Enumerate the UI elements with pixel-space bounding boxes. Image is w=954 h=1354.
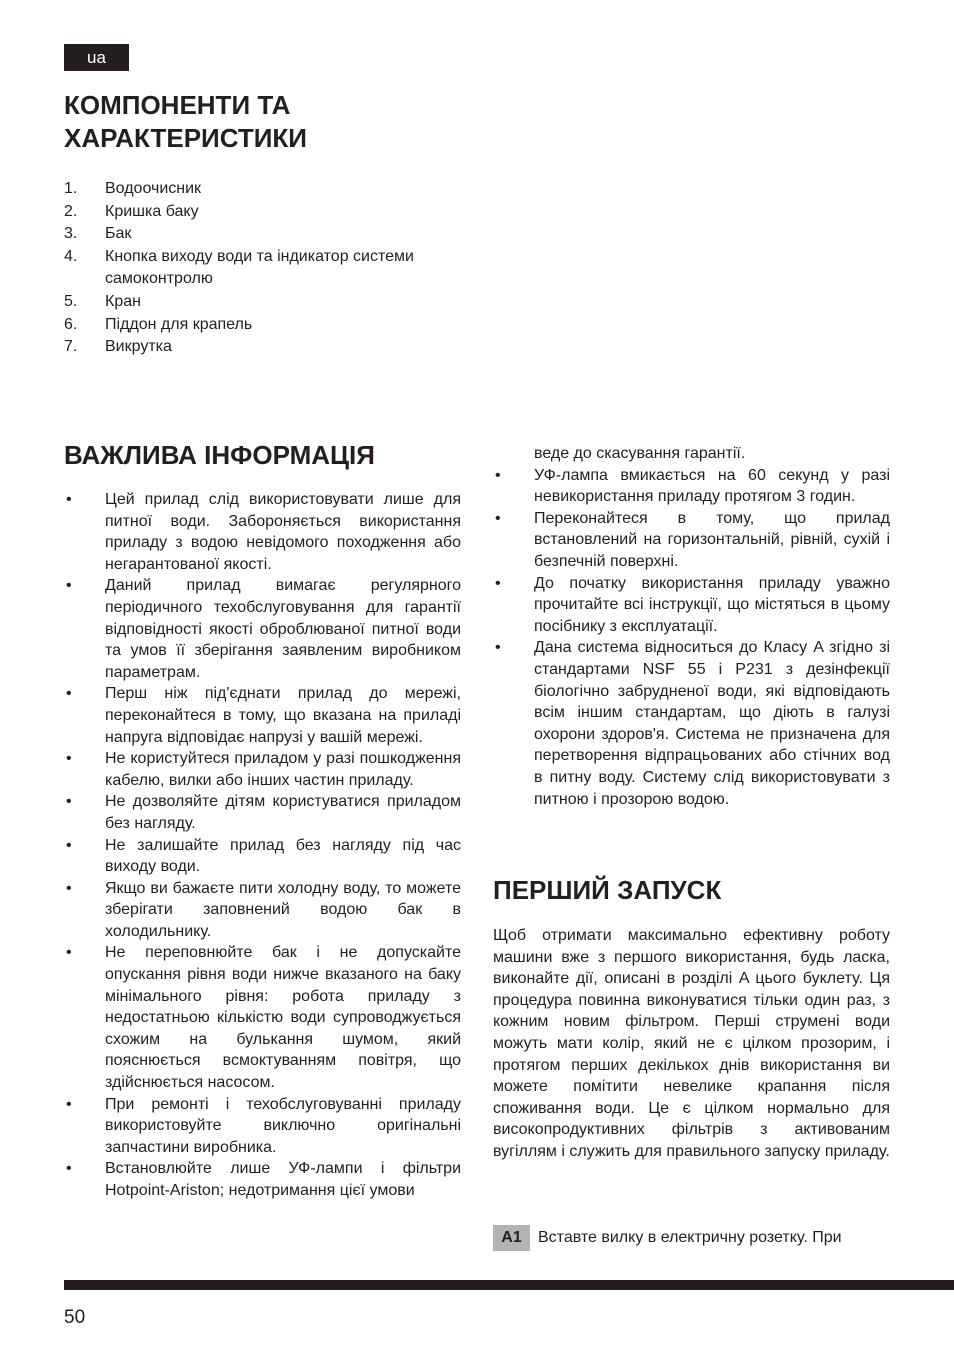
first-start-paragraph: Щоб отримати максимально ефективну роботу машини вже з першого використання, будь ласка, виконайте дії, описані в розділі A цього буклету. Ця процедура повинна виконуватися тільки один раз, з кожним новим фільтром. Перші струмені води можуть мати колір, який не є цілком прозорим, і протягом перших декількох днів використання ви можете помітити невелике крапання після споживання води. Це є цілком нормально для високопродуктивних фільтрів з активованим вугіллям і служить для правильного запуску приладу. bbox=[493, 927, 890, 1160]
list-text: Якщо ви бажаєте пити холодну воду, то можете зберігати заповнений водою бак в холодильнику. bbox=[105, 879, 461, 940]
list-number: 1. bbox=[64, 180, 78, 197]
list-item bbox=[64, 336, 464, 359]
list-item bbox=[64, 575, 461, 683]
bullet: • bbox=[66, 836, 72, 854]
list-text: Не залишайте прилад без нагляду під час виходу води. bbox=[105, 836, 461, 876]
list-text: Кнопка виходу води та індикатор системи самоконтролю bbox=[105, 247, 414, 288]
bullet: • bbox=[495, 639, 501, 657]
bullet: • bbox=[66, 1095, 72, 1113]
list-text: УФ-лампа вмикається на 60 секунд у разі невикористання приладу протягом 3 годин. bbox=[534, 466, 890, 506]
list-text: Не користуйтеся приладом у разі пошкодження кабелю, вилки або інших частин приладу. bbox=[105, 750, 461, 789]
list-text: Перш ніж під'єднати прилад до мережі, переконайтеся в тому, що вказана на приладі напруга відповідає напрузі у вашій мережі. bbox=[105, 685, 461, 746]
list-item bbox=[64, 314, 464, 337]
important-list-right bbox=[493, 443, 890, 810]
components-title-line2: ХАРАКТЕРИСТИКИ bbox=[64, 123, 307, 153]
list-text: До початку використання приладу уважно прочитайте всі інструкції, що містяться в цьому посібнику з експлуатації. bbox=[534, 574, 890, 635]
list-text: Бак bbox=[105, 225, 132, 243]
bullet: • bbox=[495, 509, 501, 527]
list-text: Піддон для крапель bbox=[105, 315, 253, 333]
page-number: 50 bbox=[64, 1307, 86, 1328]
bullet: • bbox=[495, 574, 501, 592]
list-item bbox=[64, 791, 461, 834]
bullet: • bbox=[495, 466, 501, 484]
list-text: Кран bbox=[105, 292, 141, 310]
list-item bbox=[493, 465, 890, 508]
list-item bbox=[64, 1094, 461, 1159]
continued-text: веде до скасування гарантії. bbox=[534, 445, 746, 462]
list-text: Не дозволяйте дітям користуватися приладом без нагляду. bbox=[105, 793, 461, 832]
important-title: ВАЖЛИВА ІНФОРМАЦІЯ bbox=[64, 440, 375, 470]
step-badge: A1 bbox=[493, 1225, 530, 1251]
list-item bbox=[64, 878, 461, 943]
list-text: Цей прилад слід використовувати лише для питної води. Забороняється використання приладу з водою невідомого походження або негарантованої якості. bbox=[105, 491, 461, 573]
language-badge: ua bbox=[64, 44, 129, 71]
components-title-line1: КОМПОНЕНТИ ТА bbox=[64, 90, 291, 120]
bullet: • bbox=[66, 1160, 72, 1178]
list-number: 3. bbox=[64, 225, 78, 243]
list-item bbox=[64, 683, 461, 748]
list-text: Дана система відноситься до Класу A згідно зі стандартами NSF 55 і P231 з дезінфекції біологічно забрудненої води, які відповідають всім іншим стандартам, що діють в галузі охорони здоров'я. Система не призначена для перетворення відпрацьованих або стічних вод в питну воду. Систему слід використовувати з питною і прозорою водою. bbox=[534, 639, 890, 808]
list-number: 6. bbox=[64, 315, 78, 333]
list-item bbox=[493, 637, 890, 810]
list-text: Даний прилад вимагає регулярного періодичного техобслуговування для гарантії відповідності якості оброблюваної питної води та умов її зберігання заявленим виробником параметрам. bbox=[105, 577, 461, 681]
components-list bbox=[64, 178, 464, 359]
bullet: • bbox=[66, 491, 72, 508]
step-text: Вставте вилку в електричну розетку. При bbox=[538, 1229, 842, 1246]
list-text: Водоочисник bbox=[105, 180, 202, 197]
list-number: 7. bbox=[64, 338, 78, 356]
list-item bbox=[64, 223, 464, 246]
bullet: • bbox=[66, 685, 72, 703]
list-item bbox=[64, 291, 464, 314]
list-item bbox=[64, 489, 461, 575]
list-number: 2. bbox=[64, 202, 78, 220]
list-number: 5. bbox=[64, 292, 78, 310]
bullet: • bbox=[66, 577, 72, 595]
bullet: • bbox=[66, 944, 72, 962]
step-a1 bbox=[493, 1225, 890, 1251]
list-text: Викрутка bbox=[105, 338, 172, 356]
list-text: Кришка баку bbox=[105, 202, 199, 220]
list-item bbox=[493, 573, 890, 638]
list-item bbox=[64, 942, 461, 1093]
list-item bbox=[64, 246, 464, 291]
list-text: Встановлюйте лише УФ-лампи і фільтри Hotpoint-Ariston; недотримання цієї умови bbox=[105, 1160, 461, 1199]
footer-divider bbox=[64, 1280, 954, 1290]
list-item bbox=[64, 1158, 461, 1201]
list-text: Переконайтеся в тому, що прилад встановлений на горизонтальній, рівній, сухій і безпечній поверхні. bbox=[534, 509, 890, 570]
list-number: 4. bbox=[64, 247, 78, 265]
list-item bbox=[64, 178, 464, 201]
list-item bbox=[64, 748, 461, 791]
first-start-title: ПЕРШИЙ ЗАПУСК bbox=[493, 875, 722, 905]
list-item bbox=[493, 508, 890, 573]
list-item bbox=[64, 201, 464, 224]
list-item bbox=[64, 835, 461, 878]
bullet: • bbox=[66, 793, 72, 811]
bullet: • bbox=[66, 750, 72, 768]
bullet: • bbox=[66, 879, 72, 897]
list-text: Не переповнюйте бак і не допускайте опускання рівня води нижче вказаного на баку мінімального рівня: робота приладу з недостатньою кількістю води супроводжується схожим на булькання шумом, який пояснюється всмоктуванням повітря, що здійснюється насосом. bbox=[105, 944, 461, 1092]
list-text: При ремонті і техобслуговуванні приладу використовуйте виключно оригінальні запчастини виробника. bbox=[105, 1095, 461, 1156]
important-list-left bbox=[64, 489, 461, 1202]
